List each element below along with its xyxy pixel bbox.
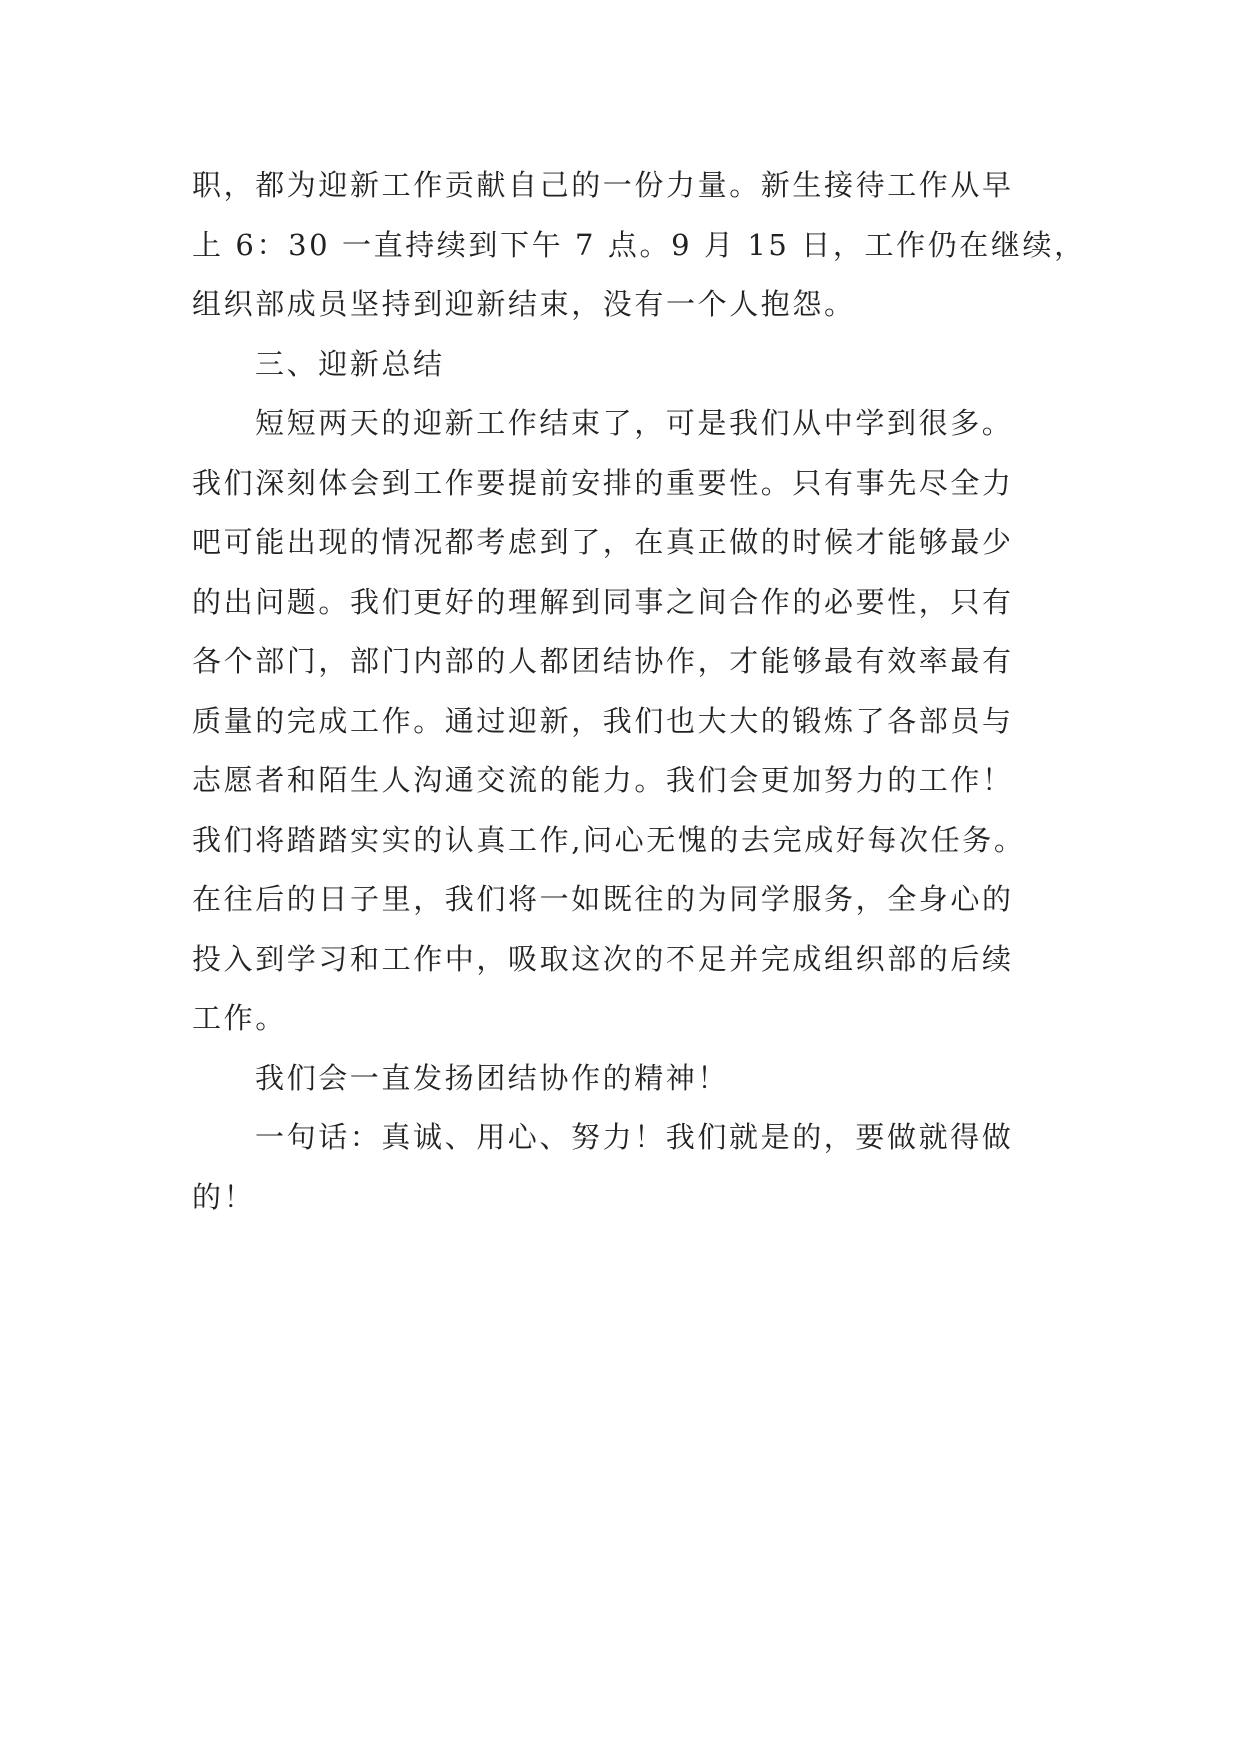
text-line: 吧可能出现的情况都考虑到了，在真正做的时候才能够最少 [192, 525, 1014, 559]
body-text [192, 156, 1086, 1227]
text-line: 投入到学习和工作中，吸取这次的不足并完成组织部的后续 [192, 941, 1014, 976]
text-line: 职，都为迎新工作贡献自己的一份力量。新生接待工作从早 [192, 168, 1014, 202]
text-line: 我们会一直发扬团结协作的精神！ [255, 1060, 730, 1095]
text-line: 在往后的日子里，我们将一如既往的为同学服务，全身心的 [192, 882, 1014, 916]
text-line: 我们深刻体会到工作要提前安排的重要性。只有事先尽全力 [192, 465, 1014, 500]
section-heading: 三、迎新总结 [255, 346, 445, 381]
text-line: 短短两天的迎新工作结束了，可是我们从中学到很多。 [255, 406, 1014, 440]
text-line: 一句话：真诚、用心、努力！我们就是的，要做就得做 [255, 1120, 1014, 1154]
text-line: 我们将踏踏实实的认真工作,问心无愧的去完成好每次任务。 [192, 822, 1026, 857]
text-line: 组织部成员坚持到迎新结束，没有一个人抱怨。 [192, 287, 856, 321]
text-line: 的！ [192, 1179, 256, 1214]
text-line: 各个部门，部门内部的人都团结协作，才能够最有效率最有 [192, 644, 1014, 678]
text-line: 志愿者和陌生人沟通交流的能力。我们会更加努力的工作！ [192, 763, 1014, 797]
text-line: 上 6：30 一直持续到下午 7 点。9 月 15 日，工作仍在继续， [192, 227, 1086, 262]
text-line: 工作。 [192, 1001, 287, 1035]
text-line: 的出问题。我们更好的理解到同事之间合作的必要性，只有 [192, 584, 1014, 619]
text-line: 质量的完成工作。通过迎新，我们也大大的锻炼了各部员与 [192, 703, 1014, 738]
